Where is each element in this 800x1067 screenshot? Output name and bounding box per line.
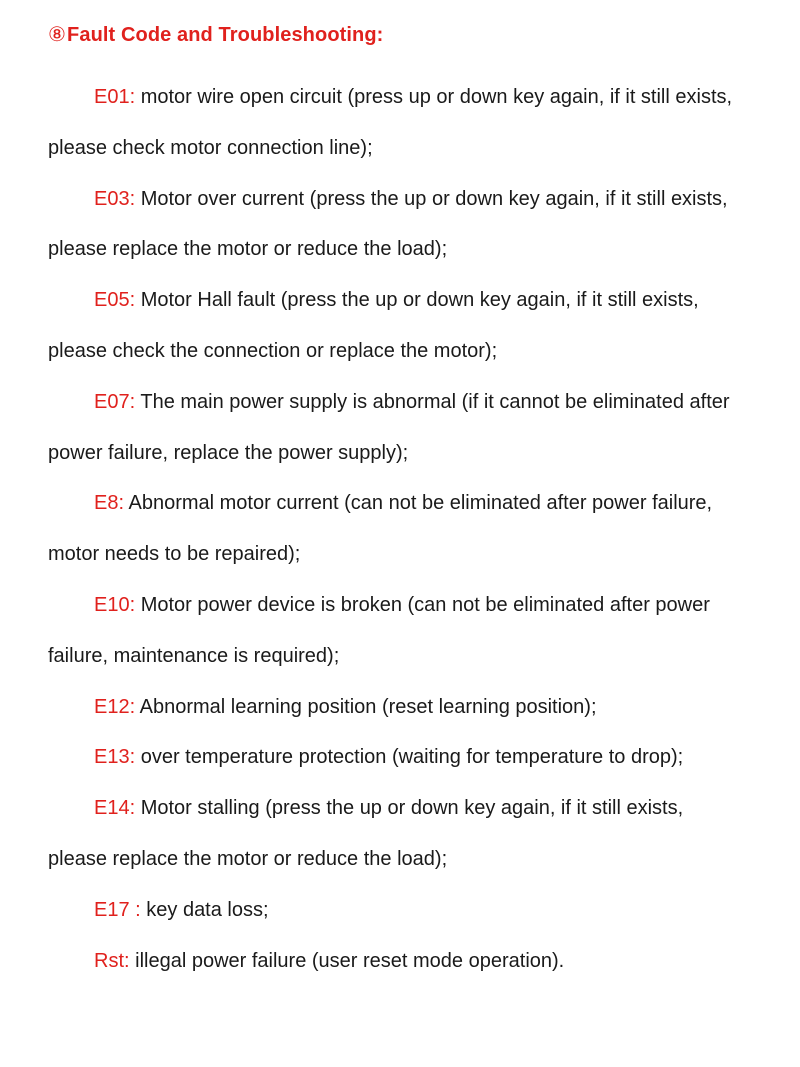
fault-entry-e05 — [48, 275, 738, 377]
fault-description: key data loss; — [140, 898, 269, 921]
fault-entry-e07 — [48, 377, 738, 479]
fault-description: The main power supply is abnormal (if it cannot be eliminated after power failure, replace the power supply); — [48, 390, 730, 464]
fault-code: E01: — [94, 86, 136, 108]
fault-description: Motor over current (press the up or down key again, if it still exists, please replace the motor or reduce the load); — [48, 187, 728, 261]
fault-entry-e10 — [48, 580, 738, 682]
fault-description: Abnormal motor current (can not be eliminated after power failure, motor needs to be repaired); — [48, 492, 713, 566]
fault-code: E13: — [94, 746, 136, 769]
fault-description: Motor power device is broken (can not be eliminated after power failure, maintenance is required); — [48, 593, 710, 667]
fault-code-list — [48, 72, 738, 986]
fault-description: Motor Hall fault (press the up or down key again, if it still exists, please check the connection or replace the motor); — [48, 289, 699, 362]
fault-code: E17 : — [94, 898, 141, 921]
fault-entry-e14 — [48, 783, 738, 885]
fault-entry-e8 — [48, 478, 738, 580]
fault-entry-rst — [48, 936, 738, 987]
fault-code: E14: — [94, 797, 136, 820]
fault-description: motor wire open circuit (press up or down key again, if it still exists, please check motor connection line); — [48, 86, 733, 159]
fault-code: Rst: — [94, 949, 130, 972]
fault-entry-e12 — [48, 682, 738, 733]
fault-description: over temperature protection (waiting for temperature to drop); — [135, 746, 684, 769]
fault-entry-e17 — [48, 885, 738, 936]
fault-code: E07: — [94, 390, 136, 413]
fault-description: Motor stalling (press the up or down key again, if it still exists, please replace the motor or reduce the load); — [48, 797, 684, 870]
fault-description: illegal power failure (user reset mode operation). — [129, 949, 565, 972]
section-number: ⑧ — [48, 24, 67, 46]
fault-description: Abnormal learning position (reset learning position); — [135, 695, 597, 718]
fault-entry-e13 — [48, 732, 738, 783]
fault-code: E03: — [94, 187, 136, 210]
fault-entry-e01 — [48, 72, 738, 174]
section-title: Fault Code and Troubleshooting: — [67, 24, 384, 46]
fault-entry-e03 — [48, 174, 738, 276]
fault-code: E10: — [94, 593, 136, 616]
fault-code: E05: — [94, 289, 136, 312]
fault-code: E8: — [94, 492, 125, 515]
fault-code: E12: — [94, 695, 136, 718]
section-heading — [48, 22, 383, 47]
